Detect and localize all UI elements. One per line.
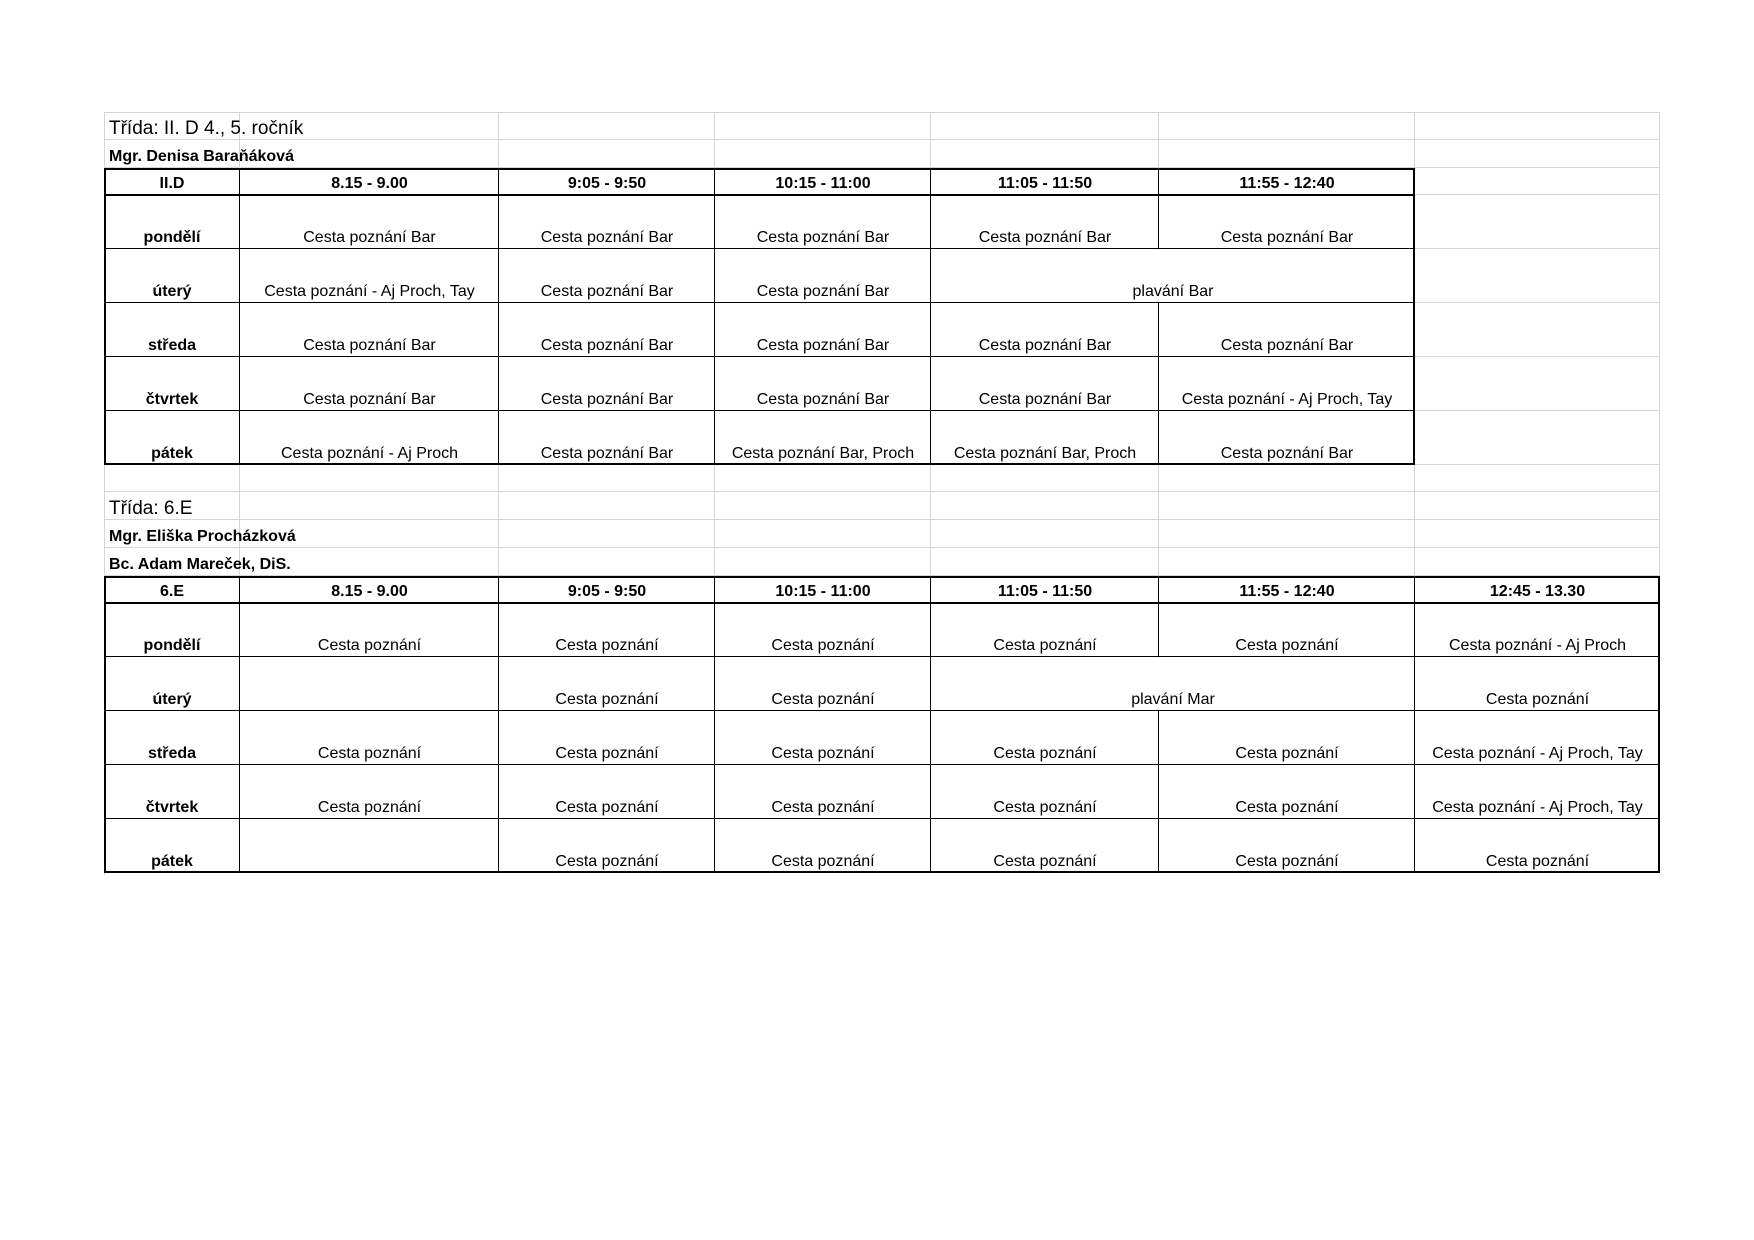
teacher-name: Mgr. Denisa Baraňáková xyxy=(109,148,294,165)
lesson-cell: Cesta poznání Bar xyxy=(978,337,1112,354)
table-border xyxy=(930,168,931,195)
day-label: pondělí xyxy=(143,229,201,246)
table-border xyxy=(239,168,240,195)
table-border xyxy=(1658,657,1660,711)
lesson-cell: Cesta poznání Bar xyxy=(1220,229,1354,246)
table-border xyxy=(239,357,240,411)
class-title: Třída: II. D 4., 5. ročník xyxy=(109,118,304,139)
lesson-cell: Cesta poznání xyxy=(1235,637,1339,654)
sheet-gridcell xyxy=(931,548,1159,576)
sheet-gridcell xyxy=(1415,249,1660,303)
table-border xyxy=(239,819,240,873)
sheet-gridcell xyxy=(931,492,1159,520)
time-header: 12:45 - 13.30 xyxy=(1489,583,1586,600)
sheet-gridcell xyxy=(1415,520,1660,548)
lesson-cell: Cesta poznání Bar xyxy=(756,391,890,408)
lesson-cell: Cesta poznání Bar xyxy=(1220,445,1354,462)
lesson-cell: Cesta poznání - Aj Proch, Tay xyxy=(1181,391,1393,408)
lesson-cell: Cesta poznání xyxy=(555,853,659,870)
lesson-cell: Cesta poznání Bar xyxy=(978,229,1112,246)
table-border xyxy=(104,576,1660,578)
sheet-gridcell xyxy=(1415,492,1660,520)
lesson-cell: Cesta poznání - Aj Proch, Tay xyxy=(1432,799,1643,816)
table-border xyxy=(104,411,106,465)
table-border xyxy=(239,657,240,711)
table-border xyxy=(1413,168,1415,195)
lesson-cell: Cesta poznání xyxy=(771,691,875,708)
table-border xyxy=(1413,249,1415,303)
table-border xyxy=(239,195,240,249)
table-border xyxy=(1413,357,1415,411)
table-border xyxy=(1658,819,1660,873)
time-header: 9:05 - 9:50 xyxy=(567,583,647,600)
time-header: 9:05 - 9:50 xyxy=(567,175,647,192)
table-border xyxy=(104,168,1415,170)
table-border xyxy=(104,603,106,657)
sheet-gridcell xyxy=(931,520,1159,548)
time-header: 10:15 - 11:00 xyxy=(775,583,871,600)
table-border xyxy=(1413,195,1415,249)
lesson-cell: plavání Bar xyxy=(1132,283,1214,300)
day-label: pondělí xyxy=(143,637,201,654)
time-header: 8.15 - 9.00 xyxy=(331,583,408,600)
day-label: středa xyxy=(147,337,197,354)
lesson-cell: Cesta poznání xyxy=(555,691,659,708)
table-border xyxy=(498,168,499,195)
sheet-gridcell xyxy=(715,465,931,492)
table-border xyxy=(1658,765,1660,819)
day-label: čtvrtek xyxy=(145,391,199,408)
table-border xyxy=(714,576,715,603)
lesson-cell: Cesta poznání Bar xyxy=(540,391,674,408)
sheet-gridcell xyxy=(1415,168,1660,195)
lesson-cell: Cesta poznání Bar xyxy=(756,229,890,246)
lesson-cell: Cesta poznání Bar xyxy=(303,391,436,408)
lesson-cell: Cesta poznání xyxy=(1235,799,1339,816)
teacher-name: Mgr. Eliška Procházková xyxy=(109,528,296,545)
table-border xyxy=(104,765,106,819)
time-header: 11:55 - 12:40 xyxy=(1239,175,1335,192)
table-border xyxy=(239,303,240,357)
table-border xyxy=(104,357,106,411)
timetable-sheet xyxy=(104,112,1660,875)
sheet-gridcell xyxy=(1159,465,1415,492)
sheet-gridcell xyxy=(931,112,1159,140)
lesson-cell: Cesta poznání xyxy=(555,745,659,762)
day-label: pátek xyxy=(151,853,193,870)
table-border xyxy=(239,765,240,819)
lesson-cell: Cesta poznání xyxy=(993,853,1097,870)
lesson-cell: Cesta poznání - Aj Proch xyxy=(281,445,458,462)
table-border xyxy=(104,249,106,303)
lesson-cell: Cesta poznání Bar xyxy=(540,445,674,462)
sheet-gridcell xyxy=(1415,357,1660,411)
table-border xyxy=(104,195,106,249)
sheet-gridcell xyxy=(1159,548,1415,576)
sheet-gridcell xyxy=(1415,411,1660,465)
lesson-cell: Cesta poznání xyxy=(1485,691,1590,708)
lesson-cell: Cesta poznání xyxy=(771,853,875,870)
table-border xyxy=(239,576,240,603)
sheet-gridcell xyxy=(1159,140,1415,168)
time-header: 8.15 - 9.00 xyxy=(331,175,408,192)
lesson-cell: Cesta poznání - Aj Proch, Tay xyxy=(264,283,475,300)
table-border xyxy=(104,303,106,357)
sheet-gridcell xyxy=(1415,112,1660,140)
lesson-cell: Cesta poznání xyxy=(771,745,875,762)
sheet-gridcell xyxy=(104,465,240,492)
lesson-cell: Cesta poznání xyxy=(317,745,422,762)
lesson-cell: Cesta poznání xyxy=(993,745,1097,762)
lesson-cell: Cesta poznání xyxy=(317,637,422,654)
lesson-cell: Cesta poznání xyxy=(1485,853,1590,870)
table-border xyxy=(930,576,931,603)
lesson-cell: Cesta poznání Bar xyxy=(756,337,890,354)
table-border xyxy=(1158,576,1159,603)
lesson-cell: Cesta poznání xyxy=(993,637,1097,654)
table-border xyxy=(239,249,240,303)
table-border xyxy=(1658,603,1660,657)
table-border xyxy=(1658,711,1660,765)
time-header: 10:15 - 11:00 xyxy=(775,175,871,192)
lesson-cell: plavání Mar xyxy=(1131,691,1215,708)
time-header: 11:05 - 11:50 xyxy=(997,583,1093,600)
day-label: úterý xyxy=(152,691,192,708)
lesson-cell: Cesta poznání Bar xyxy=(540,337,674,354)
table-border xyxy=(104,657,106,711)
table-border xyxy=(1413,303,1415,357)
lesson-cell: Cesta poznání - Aj Proch, Tay xyxy=(1432,745,1643,762)
lesson-cell: Cesta poznání xyxy=(771,637,875,654)
day-label: úterý xyxy=(152,283,192,300)
table-border xyxy=(1158,168,1159,195)
table-border xyxy=(104,819,106,873)
lesson-cell: Cesta poznání xyxy=(771,799,875,816)
lesson-cell: Cesta poznání xyxy=(1235,853,1339,870)
class-title: Třída: 6.E xyxy=(109,498,193,519)
lesson-cell: Cesta poznání xyxy=(317,799,422,816)
lesson-cell: Cesta poznání Bar xyxy=(540,229,674,246)
lesson-cell: Cesta poznání xyxy=(555,799,659,816)
table-border xyxy=(239,411,240,465)
lesson-cell: Cesta poznání Bar xyxy=(756,283,890,300)
table-border xyxy=(104,871,1660,873)
lesson-cell: Cesta poznání Bar xyxy=(303,229,436,246)
sheet-gridcell xyxy=(931,465,1159,492)
lesson-cell: Cesta poznání xyxy=(555,637,659,654)
table-border xyxy=(1658,576,1660,603)
lesson-cell xyxy=(240,657,499,711)
table-border xyxy=(1414,576,1415,603)
lesson-cell: Cesta poznání xyxy=(993,799,1097,816)
time-header: 11:05 - 11:50 xyxy=(997,175,1093,192)
sheet-gridcell xyxy=(1159,520,1415,548)
class-label: II.D xyxy=(159,175,185,192)
lesson-cell: Cesta poznání Bar, Proch xyxy=(731,445,915,462)
lesson-cell: Cesta poznání - Aj Proch xyxy=(1449,637,1626,654)
sheet-gridcell xyxy=(1415,195,1660,249)
time-header: 11:55 - 12:40 xyxy=(1239,583,1335,600)
sheet-gridcell xyxy=(499,465,715,492)
teacher-name: Bc. Adam Mareček, DiS. xyxy=(109,556,291,573)
sheet-gridcell xyxy=(1415,548,1660,576)
table-border xyxy=(714,168,715,195)
lesson-cell xyxy=(240,819,499,873)
sheet-gridcell xyxy=(931,140,1159,168)
table-border xyxy=(498,576,499,603)
sheet-gridcell xyxy=(1415,140,1660,168)
day-label: středa xyxy=(147,745,197,762)
class-label: 6.E xyxy=(159,583,184,600)
lesson-cell: Cesta poznání xyxy=(1235,745,1339,762)
lesson-cell: Cesta poznání Bar xyxy=(303,337,436,354)
table-border xyxy=(104,168,106,195)
sheet-gridcell xyxy=(1159,112,1415,140)
lesson-cell: Cesta poznání Bar, Proch xyxy=(953,445,1137,462)
day-label: čtvrtek xyxy=(145,799,199,816)
sheet-gridcell xyxy=(240,465,499,492)
lesson-cell: Cesta poznání Bar xyxy=(978,391,1112,408)
sheet-gridcell xyxy=(1159,492,1415,520)
lesson-cell: Cesta poznání Bar xyxy=(540,283,674,300)
table-border xyxy=(104,711,106,765)
lesson-cell: Cesta poznání Bar xyxy=(1220,337,1354,354)
sheet-gridcell xyxy=(1415,465,1660,492)
table-border xyxy=(1413,411,1415,465)
day-label: pátek xyxy=(151,445,193,462)
table-border xyxy=(239,711,240,765)
sheet-gridcell xyxy=(1415,303,1660,357)
table-border xyxy=(104,576,106,603)
table-border xyxy=(239,603,240,657)
